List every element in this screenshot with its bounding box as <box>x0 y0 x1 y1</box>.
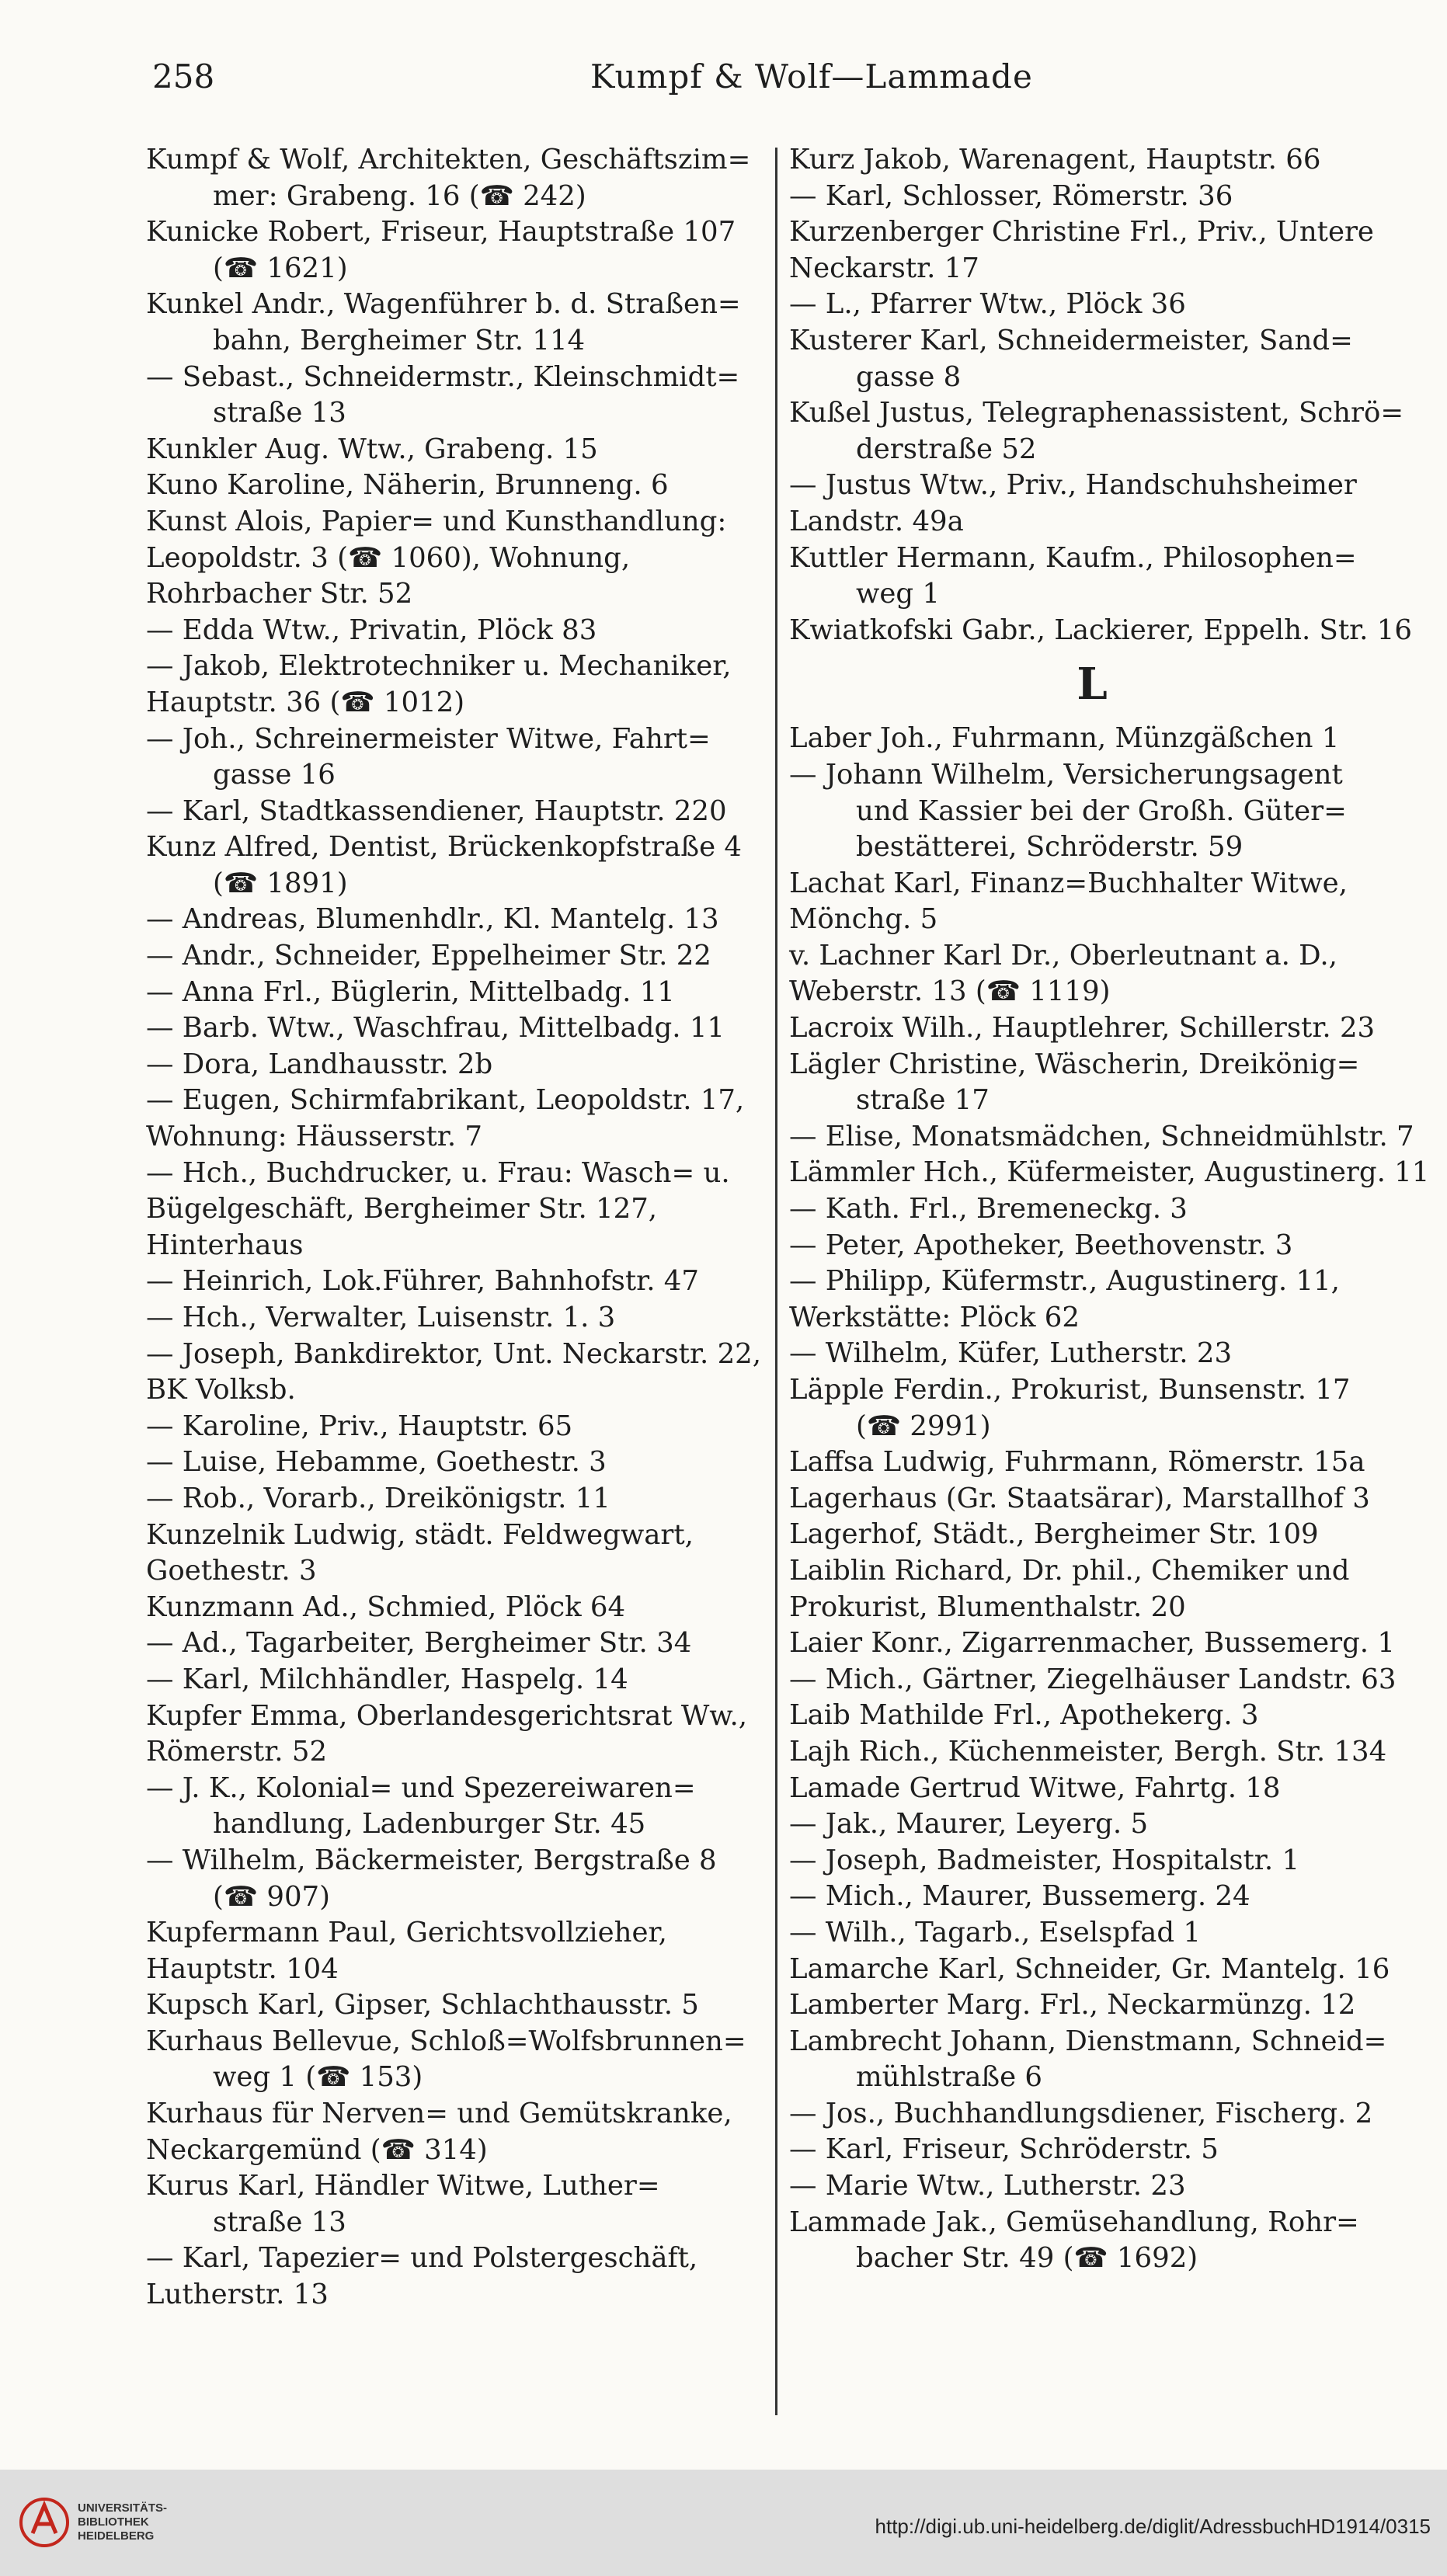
directory-line: Kupsch Karl, Gipser, Schlachthausstr. 5 <box>146 1989 699 2022</box>
directory-line: — Jakob, Elektrotechniker u. Mechaniker, <box>146 650 732 683</box>
directory-line: Laffsa Ludwig, Fuhrmann, Römerstr. 15a <box>789 1446 1365 1479</box>
directory-line: Lambrecht Johann, Dienstmann, Schneid= <box>789 2025 1387 2057</box>
directory-line: Hauptstr. 104 <box>146 1952 339 1985</box>
directory-line: — Heinrich, Lok.Führer, Bahnhofstr. 47 <box>146 1265 699 1298</box>
directory-line: Kunst Alois, Papier= und Kunsthandlung: <box>146 505 727 537</box>
directory-line: Lacroix Wilh., Hauptlehrer, Schillerstr. 23 <box>789 1012 1376 1045</box>
directory-line: — L., Pfarrer Wtw., Plöck 36 <box>789 288 1186 321</box>
page-number: 258 <box>152 57 215 96</box>
logo-line: HEIDELBERG <box>78 2529 155 2543</box>
directory-line: Rohrbacher Str. 52 <box>146 578 413 610</box>
directory-line: — Justus Wtw., Priv., Handschuhsheimer <box>789 469 1357 502</box>
directory-line: Weberstr. 13 (☎ 1119) <box>789 975 1111 1008</box>
directory-line: derstraße 52 <box>856 433 1037 465</box>
directory-line: und Kassier bei der Großh. Güter= <box>856 794 1347 827</box>
directory-line: — Philipp, Küfermstr., Augustinerg. 11, <box>789 1265 1340 1298</box>
directory-line: — Karoline, Priv., Hauptstr. 65 <box>146 1410 573 1442</box>
directory-line: Laib Mathilde Frl., Apothekerg. 3 <box>789 1699 1259 1732</box>
directory-line: Lammade Jak., Gemüsehandlung, Rohr= <box>789 2206 1359 2238</box>
directory-line: gasse 16 <box>213 759 336 791</box>
directory-line: Lamade Gertrud Witwe, Fahrtg. 18 <box>789 1771 1281 1804</box>
directory-line: Kurhaus für Nerven= und Gemütskranke, <box>146 2098 732 2130</box>
library-seal-icon <box>17 2485 71 2560</box>
directory-line: Kunicke Robert, Friseur, Hauptstraße 107 <box>146 216 736 249</box>
directory-line: — Andreas, Blumenhdlr., Kl. Mantelg. 13 <box>146 903 719 936</box>
directory-line: bahn, Bergheimer Str. 114 <box>213 324 586 356</box>
directory-line: Lajh Rich., Küchenmeister, Bergh. Str. 134 <box>789 1735 1387 1768</box>
directory-line: Kusterer Karl, Schneidermeister, Sand= <box>789 324 1353 356</box>
directory-line: — Hch., Buchdrucker, u. Frau: Wasch= u. <box>146 1156 730 1189</box>
directory-line: Landstr. 49a <box>789 505 964 537</box>
directory-line: (☎ 1621) <box>213 252 348 284</box>
directory-line: Lämmler Hch., Küfermeister, Augustinerg. 11 <box>789 1156 1430 1189</box>
directory-line: — Andr., Schneider, Eppelheimer Str. 22 <box>146 940 711 972</box>
directory-line: Kunkel Andr., Wagenführer b. d. Straßen= <box>146 288 741 321</box>
directory-line: — Wilh., Tagarb., Eselspfad 1 <box>789 1916 1201 1949</box>
directory-line: Kuttler Hermann, Kaufm., Philosophen= <box>789 541 1357 574</box>
directory-line: Mönchg. 5 <box>789 903 938 936</box>
directory-line: Hinterhaus <box>146 1229 304 1261</box>
directory-line: — Rob., Vorarb., Dreikönigstr. 11 <box>146 1482 610 1514</box>
directory-line: Kunkler Aug. Wtw., Grabeng. 15 <box>146 433 598 465</box>
directory-line: Goethestr. 3 <box>146 1555 317 1587</box>
directory-line: mer: Grabeng. 16 (☎ 242) <box>213 179 586 212</box>
directory-line: — Joh., Schreinermeister Witwe, Fahrt= <box>146 722 711 755</box>
section-letter: L <box>1077 659 1108 711</box>
directory-line: Kurz Jakob, Warenagent, Hauptstr. 66 <box>789 144 1321 176</box>
directory-line: — Joseph, Bankdirektor, Unt. Neckarstr. 22, <box>146 1337 762 1370</box>
directory-line: Hauptstr. 36 (☎ 1012) <box>146 686 465 718</box>
directory-line: Kupfer Emma, Oberlandesgerichtsrat Ww., <box>146 1699 748 1732</box>
directory-line: Wohnung: Häusserstr. 7 <box>146 1121 482 1153</box>
right-column <box>789 142 1430 2277</box>
directory-line: Laber Joh., Fuhrmann, Münzgäßchen 1 <box>789 722 1340 755</box>
directory-line: weg 1 <box>856 578 940 610</box>
directory-line: (☎ 1891) <box>213 867 348 899</box>
directory-line: Kupfermann Paul, Gerichtsvollzieher, <box>146 1917 667 1949</box>
directory-line: straße 13 <box>213 2206 346 2238</box>
directory-line: Lutherstr. 13 <box>146 2279 329 2311</box>
directory-line: Lachat Karl, Finanz=Buchhalter Witwe, <box>789 867 1348 899</box>
directory-line: Lagerhaus (Gr. Staatsärar), Marstallhof 3 <box>789 1482 1370 1514</box>
directory-line: — Wilhelm, Bäckermeister, Bergstraße 8 <box>146 1844 717 1876</box>
directory-line: Kunzelnik Ludwig, städt. Feldwegwart, <box>146 1518 694 1551</box>
directory-line: Kurus Karl, Händler Witwe, Luther= <box>146 2170 660 2202</box>
directory-line: (☎ 2991) <box>856 1410 991 1442</box>
directory-line: Laier Konr., Zigarrenmacher, Bussemerg. 1 <box>789 1627 1395 1660</box>
directory-line: Lagerhof, Städt., Bergheimer Str. 109 <box>789 1518 1319 1551</box>
directory-line: Lamarche Karl, Schneider, Gr. Mantelg. 16 <box>789 1952 1390 1985</box>
directory-line: — Karl, Schlosser, Römerstr. 36 <box>789 179 1233 212</box>
column-divider <box>775 148 777 2415</box>
directory-line: — Hch., Verwalter, Luisenstr. 1. 3 <box>146 1302 616 1333</box>
running-head: Kumpf & Wolf—Lammade <box>590 57 1033 96</box>
directory-line: — Johann Wilhelm, Versicherungsagent <box>789 758 1343 791</box>
directory-line: straße 13 <box>213 397 346 429</box>
directory-line: Kwiatkofski Gabr., Lackierer, Eppelh. Str. 16 <box>789 614 1412 646</box>
directory-line: Lägler Christine, Wäscherin, Dreikönig= <box>789 1048 1360 1080</box>
directory-line: — Joseph, Badmeister, Hospitalstr. 1 <box>789 1844 1300 1876</box>
library-logo-text <box>78 2501 167 2543</box>
directory-line: — Mich., Maurer, Bussemerg. 24 <box>789 1880 1250 1913</box>
directory-line: weg 1 (☎ 153) <box>213 2061 423 2094</box>
directory-line: — Karl, Milchhändler, Haspelg. 14 <box>146 1663 628 1695</box>
directory-line: handlung, Ladenburger Str. 45 <box>213 1808 646 1841</box>
directory-line: — Eugen, Schirmfabrikant, Leopoldstr. 17, <box>146 1084 745 1117</box>
directory-line: straße 17 <box>856 1084 990 1117</box>
directory-line: Bügelgeschäft, Bergheimer Str. 127, <box>146 1193 658 1225</box>
directory-line: Kunz Alfred, Dentist, Brückenkopfstraße 4 <box>146 831 743 864</box>
directory-line: — Anna Frl., Büglerin, Mittelbadg. 11 <box>146 975 675 1008</box>
directory-line: v. Lachner Karl Dr., Oberleutnant a. D., <box>789 939 1337 972</box>
directory-line: Kußel Justus, Telegraphenassistent, Schrö= <box>789 397 1404 429</box>
directory-line: Kurhaus Bellevue, Schloß=Wolfsbrunnen= <box>146 2025 746 2057</box>
logo-line: UNIVERSITÄTS- <box>78 2501 168 2515</box>
directory-line: Neckargemünd (☎ 314) <box>146 2133 488 2166</box>
directory-line: Kurzenberger Christine Frl., Priv., Untere <box>789 216 1374 249</box>
directory-line: bacher Str. 49 (☎ 1692) <box>856 2242 1198 2275</box>
directory-line: gasse 8 <box>856 360 962 393</box>
directory-line: Kumpf & Wolf, Architekten, Geschäftszim= <box>146 144 751 176</box>
directory-line: — Jak., Maurer, Leyerg. 5 <box>789 1808 1149 1841</box>
directory-line: — Barb. Wtw., Waschfrau, Mittelbadg. 11 <box>146 1012 725 1045</box>
directory-line: Laiblin Richard, Dr. phil., Chemiker und <box>789 1554 1350 1587</box>
directory-line: Römerstr. 52 <box>146 1736 328 1768</box>
directory-line: — Wilhelm, Küfer, Lutherstr. 23 <box>789 1337 1233 1370</box>
left-column <box>146 142 783 2314</box>
directory-line: — Karl, Stadtkassendiener, Hauptstr. 220 <box>146 794 727 827</box>
directory-line: Kunzmann Ad., Schmied, Plöck 64 <box>146 1590 626 1623</box>
directory-line: — Sebast., Schneidermstr., Kleinschmidt= <box>146 360 740 393</box>
source-url-link[interactable]: http://digi.ub.uni-heidelberg.de/diglit/AdressbuchHD1914/0315 <box>875 2515 1431 2538</box>
directory-line: mühlstraße 6 <box>856 2061 1042 2094</box>
directory-line: — Ad., Tagarbeiter, Bergheimer Str. 34 <box>146 1627 692 1660</box>
directory-line: — Karl, Friseur, Schröderstr. 5 <box>789 2133 1219 2166</box>
directory-line: Werkstätte: Plöck 62 <box>789 1301 1080 1333</box>
directory-line: BK Volksb. <box>146 1374 296 1406</box>
logo-line: BIBLIOTHEK <box>78 2515 149 2529</box>
directory-line: — Edda Wtw., Privatin, Plöck 83 <box>146 614 597 646</box>
directory-line: Läpple Ferdin., Prokurist, Bunsenstr. 17 <box>789 1374 1351 1406</box>
directory-line: — Karl, Tapezier= und Polstergeschäft, <box>146 2242 698 2275</box>
directory-line: — Dora, Landhausstr. 2b <box>146 1048 493 1080</box>
directory-line: — Elise, Monatsmädchen, Schneidmühlstr. 7 <box>789 1120 1414 1152</box>
directory-line: — Marie Wtw., Lutherstr. 23 <box>789 2170 1186 2202</box>
directory-line: — Kath. Frl., Bremeneckg. 3 <box>789 1193 1188 1225</box>
directory-line: — J. K., Kolonial= und Spezereiwaren= <box>146 1771 696 1804</box>
directory-line: — Peter, Apotheker, Beethovenstr. 3 <box>789 1229 1293 1261</box>
directory-line: Kuno Karoline, Näherin, Brunneng. 6 <box>146 469 669 502</box>
directory-line: Prokurist, Blumenthalstr. 20 <box>789 1590 1186 1623</box>
directory-line: — Mich., Gärtner, Ziegelhäuser Landstr. 63 <box>789 1663 1397 1695</box>
directory-line: (☎ 907) <box>213 1880 330 1913</box>
directory-line: Lamberter Marg. Frl., Neckarmünzg. 12 <box>789 1989 1356 2022</box>
directory-line: — Luise, Hebamme, Goethestr. 3 <box>146 1446 607 1479</box>
directory-line: — Jos., Buchhandlungsdiener, Fischerg. 2 <box>789 2097 1373 2129</box>
directory-line: Leopoldstr. 3 (☎ 1060), Wohnung, <box>146 541 631 574</box>
directory-line: Neckarstr. 17 <box>789 252 979 284</box>
directory-line: bestätterei, Schröderstr. 59 <box>856 831 1244 864</box>
